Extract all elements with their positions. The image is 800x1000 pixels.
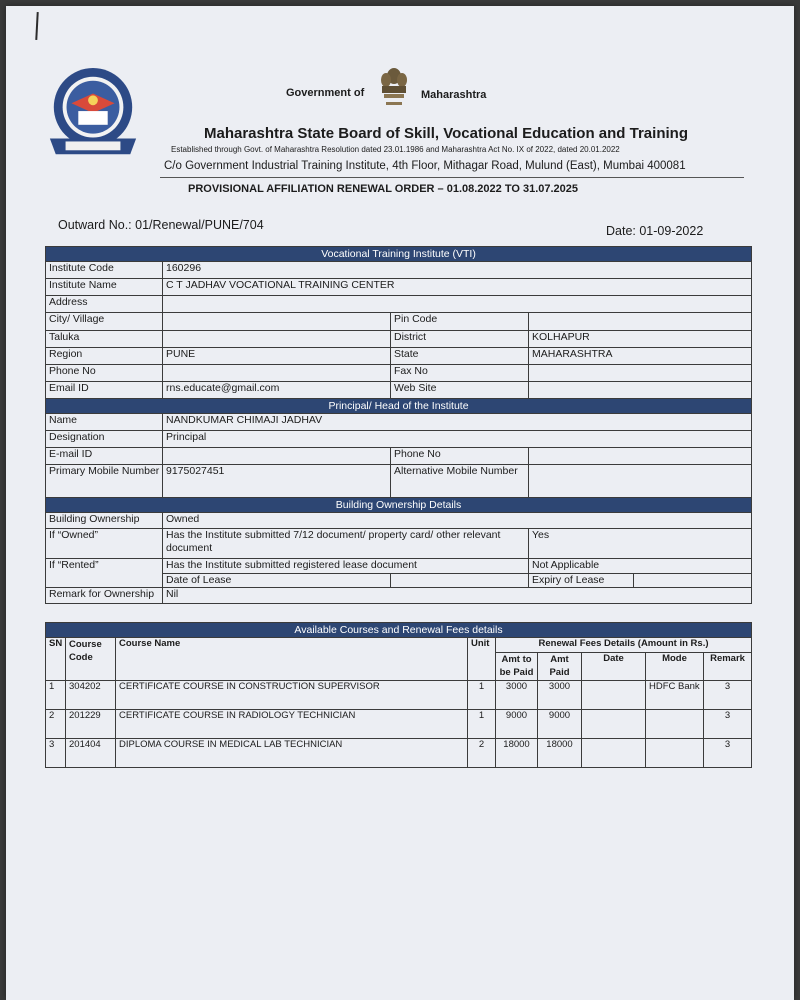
website-value xyxy=(529,382,752,399)
course-sn: 2 xyxy=(46,710,66,739)
course-unit: 2 xyxy=(468,739,496,768)
board-title: Maharashtra State Board of Skill, Vocational Education and Training xyxy=(204,125,688,142)
building-ownership-value: Owned xyxy=(163,513,752,529)
col-remark: Remark xyxy=(704,653,752,681)
rented-answer: Not Applicable xyxy=(529,559,752,574)
state-name-label: Maharashtra xyxy=(421,89,487,101)
order-title: PROVISIONAL AFFILIATION RENEWAL ORDER – 01.08.2022 TO 31.07.2025 xyxy=(188,183,579,195)
if-owned-label: If “Owned” xyxy=(46,529,163,559)
website-label: Web Site xyxy=(391,382,529,399)
col-amt-to-be-paid: Amt to be Paid xyxy=(496,653,538,681)
primary-mobile-value: 9175027451 xyxy=(163,465,391,498)
establishment-note: Established through Govt. of Maharashtra Resolution dated 23.01.1986 and Maharashtra Act No. IX of 2022, dated 20.01.2022 xyxy=(171,145,620,154)
course-mode: HDFC Bank xyxy=(646,681,704,710)
course-name: DIPLOMA COURSE IN MEDICAL LAB TECHNICIAN xyxy=(116,739,468,768)
section-header-courses: Available Courses and Renewal Fees details xyxy=(46,623,752,638)
course-amt-to-be-paid: 9000 xyxy=(496,710,538,739)
course-amt-to-be-paid: 18000 xyxy=(496,739,538,768)
table-row xyxy=(46,279,752,296)
course-unit: 1 xyxy=(468,681,496,710)
date-of-lease-value xyxy=(391,574,529,588)
course-sn: 1 xyxy=(46,681,66,710)
col-course-name: Course Name xyxy=(116,638,468,681)
col-mode: Mode xyxy=(646,653,704,681)
institute-code-value: 160296 xyxy=(163,262,752,279)
email-label: Email ID xyxy=(46,382,163,399)
principal-phone-value xyxy=(529,448,752,465)
table-row xyxy=(46,365,752,382)
region-label: Region xyxy=(46,348,163,365)
designation-label: Designation xyxy=(46,431,163,448)
course-remark: 3 xyxy=(704,681,752,710)
course-amt-paid: 9000 xyxy=(538,710,582,739)
government-of-label: Government of xyxy=(286,87,365,99)
section-header-principal: Principal/ Head of the Institute xyxy=(46,399,752,414)
details-table xyxy=(45,246,752,604)
pin-code-label: Pin Code xyxy=(391,313,529,331)
course-name: CERTIFICATE COURSE IN RADIOLOGY TECHNICIAN xyxy=(116,710,468,739)
principal-email-value xyxy=(163,448,391,465)
table-row xyxy=(46,559,752,574)
table-row xyxy=(46,431,752,448)
table-row xyxy=(46,331,752,348)
course-name: CERTIFICATE COURSE IN CONSTRUCTION SUPERVISOR xyxy=(116,681,468,710)
table-row xyxy=(46,465,752,498)
order-date: Date: 01-09-2022 xyxy=(606,224,704,238)
remark-ownership-label: Remark for Ownership xyxy=(46,588,163,604)
remark-ownership-value: Nil xyxy=(163,588,752,604)
phone-value xyxy=(163,365,391,382)
table-row xyxy=(46,513,752,529)
table-row xyxy=(46,739,752,768)
course-unit: 1 xyxy=(468,710,496,739)
table-row xyxy=(46,348,752,365)
table-row xyxy=(46,414,752,431)
header-divider xyxy=(160,177,744,178)
course-date xyxy=(582,710,646,739)
primary-mobile-label: Primary Mobile Number xyxy=(46,465,163,498)
courses-table xyxy=(45,622,752,768)
city-value xyxy=(163,313,391,331)
fax-label: Fax No xyxy=(391,365,529,382)
table-row xyxy=(46,296,752,313)
course-code: 304202 xyxy=(66,681,116,710)
table-row xyxy=(46,710,752,739)
col-renewal-fees-group: Renewal Fees Details (Amount in Rs.) xyxy=(496,638,752,653)
principal-phone-label: Phone No xyxy=(391,448,529,465)
owned-question: Has the Institute submitted 7/12 document/ property card/ other relevant document xyxy=(163,529,529,559)
region-value: PUNE xyxy=(163,348,391,365)
email-value: rns.educate@gmail.com xyxy=(163,382,391,399)
course-date xyxy=(582,681,646,710)
table-row xyxy=(46,262,752,279)
owned-answer: Yes xyxy=(529,529,752,559)
fax-value xyxy=(529,365,752,382)
col-amt-paid: Amt Paid xyxy=(538,653,582,681)
designation-value: Principal xyxy=(163,431,752,448)
table-row xyxy=(46,681,752,710)
institute-name-value: C T JADHAV VOCATIONAL TRAINING CENTER xyxy=(163,279,752,296)
alternative-mobile-label: Alternative Mobile Number xyxy=(391,465,529,498)
district-value: KOLHAPUR xyxy=(529,331,752,348)
taluka-label: Taluka xyxy=(46,331,163,348)
phone-label: Phone No xyxy=(46,365,163,382)
expiry-of-lease-value xyxy=(634,574,752,588)
table-row xyxy=(46,448,752,465)
pin-code-value xyxy=(529,313,752,331)
table-row xyxy=(46,529,752,559)
col-date: Date xyxy=(582,653,646,681)
state-value: MAHARASHTRA xyxy=(529,348,752,365)
outward-number: Outward No.: 01/Renewal/PUNE/704 xyxy=(58,218,264,232)
course-amt-to-be-paid: 3000 xyxy=(496,681,538,710)
table-row xyxy=(46,313,752,331)
course-amt-paid: 18000 xyxy=(538,739,582,768)
institute-code-label: Institute Code xyxy=(46,262,163,279)
course-mode xyxy=(646,739,704,768)
taluka-value xyxy=(163,331,391,348)
course-sn: 3 xyxy=(46,739,66,768)
institute-name-label: Institute Name xyxy=(46,279,163,296)
col-course-code: Course Code xyxy=(66,638,116,681)
section-header-building: Building Ownership Details xyxy=(46,498,752,513)
board-address: C/o Government Industrial Training Institute, 4th Floor, Mithagar Road, Mulund (East), Mumbai 400081 xyxy=(164,160,686,172)
address-label: Address xyxy=(46,296,163,313)
building-ownership-label: Building Ownership xyxy=(46,513,163,529)
course-remark: 3 xyxy=(704,710,752,739)
address-value xyxy=(163,296,752,313)
principal-email-label: E-mail ID xyxy=(46,448,163,465)
board-logo xyxy=(44,66,142,164)
course-amt-paid: 3000 xyxy=(538,681,582,710)
district-label: District xyxy=(391,331,529,348)
rented-question: Has the Institute submitted registered lease document xyxy=(163,559,529,574)
principal-name-value: NANDKUMAR CHIMAJI JADHAV xyxy=(163,414,752,431)
principal-name-label: Name xyxy=(46,414,163,431)
col-unit: Unit xyxy=(468,638,496,681)
city-label: City/ Village xyxy=(46,313,163,331)
state-label: State xyxy=(391,348,529,365)
date-of-lease-label: Date of Lease xyxy=(163,574,391,588)
course-code: 201229 xyxy=(66,710,116,739)
col-sn: SN xyxy=(46,638,66,681)
table-row xyxy=(46,588,752,604)
course-mode xyxy=(646,710,704,739)
course-date xyxy=(582,739,646,768)
course-remark: 3 xyxy=(704,739,752,768)
if-rented-label: If “Rented” xyxy=(46,559,163,588)
courses-header-row xyxy=(46,638,752,653)
section-header-vti: Vocational Training Institute (VTI) xyxy=(46,247,752,262)
alternative-mobile-value xyxy=(529,465,752,498)
state-emblem xyxy=(376,66,412,112)
table-row xyxy=(46,382,752,399)
course-code: 201404 xyxy=(66,739,116,768)
expiry-of-lease-label: Expiry of Lease xyxy=(529,574,634,588)
